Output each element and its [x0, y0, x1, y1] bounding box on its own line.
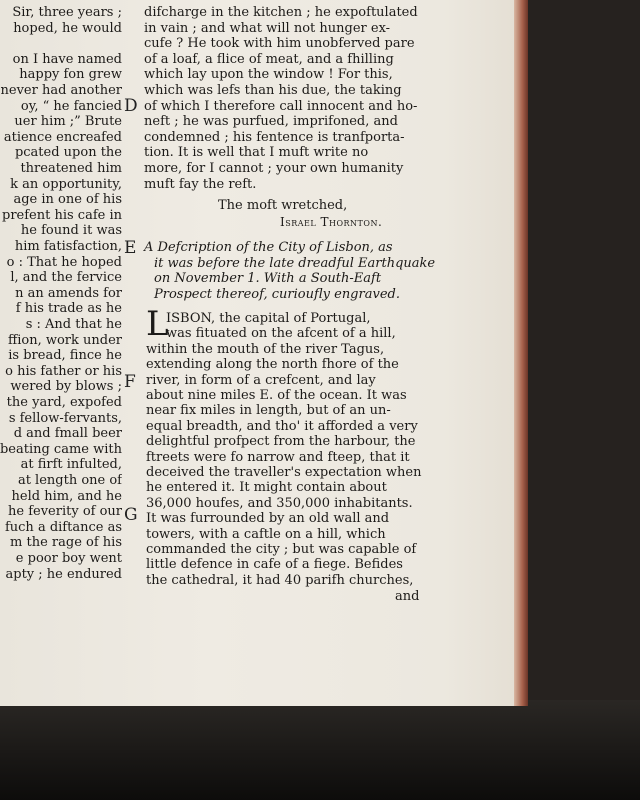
left-column-line: wered by blows ;: [10, 379, 122, 395]
article-body-line: river, in form of a crefcent, and lay: [146, 372, 376, 388]
article-heading-line: Prospect thereof, curioufly engraved.: [154, 286, 400, 302]
letter-text-line: neft ; he was purfued, imprifoned, and: [144, 114, 398, 130]
left-column-line: o his father or his: [5, 363, 122, 379]
dark-background-bottom: [0, 700, 640, 800]
left-column-line: on I have named: [12, 51, 122, 67]
margin-letter-e: E: [124, 238, 137, 258]
article-body-line: 36,000 houfes, and 350,000 inhabitants.: [146, 495, 413, 511]
left-column-line: m the rage of his: [10, 535, 122, 551]
left-column-line: at firft infulted,: [20, 457, 122, 473]
left-column-line: beating came with: [0, 441, 122, 457]
letter-text-line: of which I therefore call innocent and ho-: [144, 98, 418, 114]
margin-letter-g: G: [124, 505, 138, 525]
letter-text-line: of a loaf, a flice of meat, and a fhilling: [144, 51, 394, 67]
article-body-line: was fituated on the afcent of a hill,: [166, 326, 396, 342]
article-body-line: about nine miles E. of the ocean. It was: [146, 388, 407, 403]
letter-signature: Israel Thornton.: [280, 215, 383, 229]
article-body-line: equal breadth, and tho' it afforded a very: [146, 418, 418, 434]
article-body-line: near fix miles in length, but of an un-: [146, 403, 391, 419]
left-column-line: oy, “ he fancied: [20, 98, 122, 114]
left-column-line: prefent his cafe in: [2, 207, 122, 223]
letter-text-line: in vain ; and what will not hunger ex-: [144, 20, 391, 36]
article-body-line: deceived the traveller's expectation when: [146, 465, 422, 480]
left-column-line: the yard, expofed: [6, 395, 122, 410]
left-column-line: apty ; he endured: [5, 566, 122, 582]
margin-letter-d: D: [124, 96, 138, 116]
left-text-column: [0, 0, 122, 620]
left-column-line: ffion, work under: [7, 332, 122, 348]
article-heading-line: on November 1. With a South-Eaft: [154, 271, 382, 286]
letter-text-line: condemned ; his fentence is tranfporta-: [144, 129, 405, 145]
left-column-line: s : And that he: [25, 317, 122, 332]
letter-text-line: which was lefs than his due, the taking: [144, 83, 402, 98]
margin-letter-f: F: [124, 372, 136, 392]
left-column-line: happy fon grew: [19, 67, 122, 83]
left-column-line: uer him ;” Brute: [14, 114, 122, 130]
letter-text-line: difcharge in the kitchen ; he expoftulated: [144, 5, 418, 20]
left-column-line: age in one of his: [13, 192, 122, 208]
left-column-line: never had another: [0, 83, 122, 98]
left-column-line: is bread, fince he: [8, 348, 122, 364]
article-body-line: ftreets were fo narrow and fteep, that it: [146, 449, 410, 465]
dark-background-right: [528, 0, 640, 700]
left-column-line: Sir, three years ;: [12, 5, 122, 20]
article-heading-line: A Defcription of the City of Lisbon, as: [144, 240, 393, 255]
letter-closing: The moft wretched,: [218, 198, 348, 213]
right-text-column: [130, 0, 436, 620]
catchword: and: [395, 589, 420, 604]
page-edge: [514, 0, 528, 706]
left-column-line: him fatisfaction,: [14, 239, 122, 254]
left-column-line: at length one of: [17, 473, 122, 488]
left-column-line: f his trade as he: [15, 301, 122, 317]
left-column-line: pcated upon the: [14, 145, 122, 161]
letter-text-line: tion. It is well that I muft write no: [144, 145, 369, 161]
drop-cap-letter: L: [146, 304, 169, 344]
left-column-line: n an amends for: [15, 285, 122, 301]
article-body-line: ISBON, the capital of Portugal,: [166, 311, 371, 326]
article-body-line: the cathedral, it had 40 parifh churches,: [146, 572, 414, 588]
left-column-line: he feverity of our: [8, 504, 122, 520]
letter-text-line: which lay upon the window ! For this,: [144, 67, 393, 83]
letter-text-line: muft fay the reft.: [144, 176, 257, 192]
article-body-line: he entered it. It might contain about: [146, 480, 387, 496]
article-body-line: commanded the city ; but was capable of: [146, 542, 417, 557]
left-column-line: hoped, he would: [13, 20, 122, 36]
left-column-line: he found it was: [20, 223, 122, 239]
left-column-line: l, and the fervice: [10, 270, 122, 286]
article-heading-line: it was before the late dreadful Earthquake: [154, 255, 436, 271]
left-column-line: d and fmall beer: [13, 426, 122, 442]
left-column-line: threatened him: [20, 161, 122, 176]
letter-text-line: cufe ? He took with him unobferved pare: [144, 36, 415, 52]
left-column-line: k an opportunity,: [10, 176, 122, 192]
article-body-line: little defence in cafe of a fiege. Befides: [146, 557, 403, 573]
article-body-line: towers, with a caftle on a hill, which: [146, 526, 386, 542]
left-column-line: atience encreafed: [3, 129, 122, 145]
left-column-line: e poor boy went: [15, 551, 122, 566]
article-body-line: It was furrounded by an old wall and: [146, 511, 390, 527]
article-body-line: extending along the north fhore of the: [146, 357, 399, 373]
article-body-line: delightful profpect from the harbour, the: [146, 434, 416, 450]
article-body-line: within the mouth of the river Tagus,: [146, 341, 385, 357]
left-column-line: fuch a diftance as: [4, 519, 122, 535]
left-column-line: o : That he hoped: [6, 254, 122, 270]
left-column-line: held him, and he: [11, 488, 122, 504]
left-column-line: s fellow-fervants,: [8, 410, 122, 426]
letter-text-line: more, for I cannot ; your own humanity: [144, 161, 404, 176]
